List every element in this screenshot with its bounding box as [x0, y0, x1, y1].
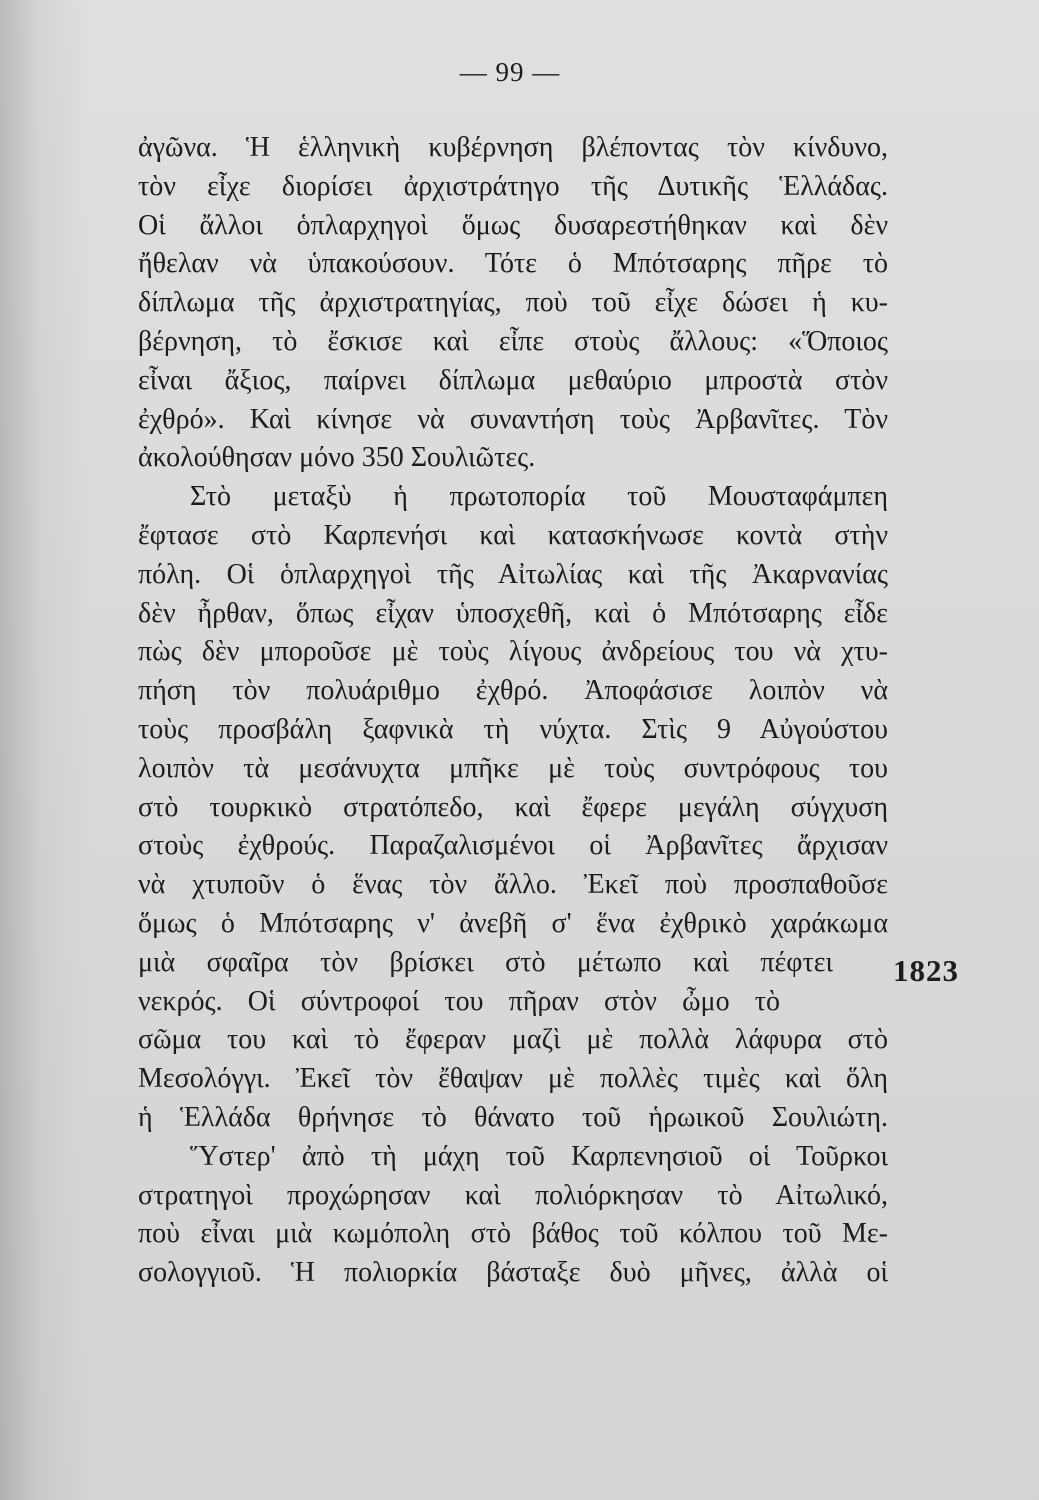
text-line: πήση τὸν πολυάριθμο ἐχθρό. Ἀποφάσισε λοιπὸν νὰ: [138, 675, 888, 707]
text-line: Οἱ ἄλλοι ὁπλαρχηγοὶ ὅμως δυσαρεστήθηκαν καὶ δὲν: [138, 209, 888, 241]
text-line: Ὕστερ' ἀπὸ τὴ μάχη τοῦ Καρπενησιοῦ οἱ Τοῦρκοι: [190, 1140, 888, 1172]
text-line: ἀκολούθησαν μόνο 350 Σουλιῶτες.: [138, 442, 536, 474]
text-line: ὅμως ὁ Μπότσαρης ν' ἀνεβῆ σ' ἕνα ἐχθρικὸ χαράκωμα: [138, 907, 888, 939]
page-number: — 99 —: [459, 57, 561, 87]
text-line: ποὺ εἶναι μιὰ κωμόπολη στὸ βάθος τοῦ κόλπου τοῦ Με-: [138, 1218, 888, 1250]
text-line: σῶμα του καὶ τὸ ἔφεραν μαζὶ μὲ πολλὰ λάφυρα στὸ: [138, 1024, 888, 1056]
text-line: στρατηγοὶ προχώρησαν καὶ πολιόρκησαν τὸ Αἰτωλικό,: [138, 1179, 888, 1211]
text-line: μιὰ σφαῖρα τὸν βρίσκει στὸ μέτωπο καὶ πέφτει: [138, 946, 833, 978]
text-line: δὲν ἦρθαν, ὅπως εἶχαν ὑποσχεθῆ, καὶ ὁ Μπότσαρης εἶδε: [138, 597, 888, 629]
text-line: εἶναι ἄξιος, παίρνει δίπλωμα μεθαύριο μπροστὰ στὸν: [138, 364, 888, 396]
text-line: ἀγῶνα. Ἡ ἑλληνικὴ κυβέρνηση βλέποντας τὸν κίνδυνο,: [138, 132, 888, 163]
text-line: βέρνηση, τὸ ἔσκισε καὶ εἶπε στοὺς ἄλλους: «Ὅποιος: [138, 325, 888, 357]
text-line: πὼς δὲν μποροῦσε μὲ τοὺς λίγους ἀνδρείους του νὰ χτυ-: [138, 636, 888, 668]
text-line: πόλη. Οἱ ὁπλαρχηγοὶ τῆς Αἰτωλίας καὶ τῆς Ἀκαρνανίας: [138, 558, 888, 590]
text-line: ἔφτασε στὸ Καρπενήσι καὶ κατασκήνωσε κοντὰ στὴν: [138, 519, 888, 551]
text-line: σολογγιοῦ. Ἡ πολιορκία βάσταξε δυὸ μῆνες, ἀλλὰ οἱ: [138, 1257, 888, 1289]
text-line: ἡ Ἑλλάδα θρήνησε τὸ θάνατο τοῦ ἡρωικοῦ Σουλιώτη.: [138, 1101, 888, 1133]
text-line: τοὺς προσβάλη ξαφνικὰ τὴ νύχτα. Στὶς 9 Αὐγούστου: [138, 713, 888, 745]
text-line: στοὺς ἐχθρούς. Παραζαλισμένοι οἱ Ἀρβανῖτες ἄρχισαν: [138, 830, 888, 862]
text-line: Μεσολόγγι. Ἐκεῖ τὸν ἔθαψαν μὲ πολλὲς τιμὲς καὶ ὅλη: [138, 1063, 888, 1095]
text-line: λοιπὸν τὰ μεσάνυχτα μπῆκε μὲ τοὺς συντρόφους του: [138, 752, 888, 784]
body-text: [138, 129, 888, 1293]
text-line: Στὸ μεταξὺ ἡ πρωτοπορία τοῦ Μουσταφάμπεη: [190, 481, 888, 513]
text-line: νὰ χτυποῦν ὁ ἕνας τὸν ἄλλο. Ἐκεῖ ποὺ προσπαθοῦσε: [138, 869, 888, 901]
text-line: τὸν εἶχε διορίσει ἀρχιστράτηγο τῆς Δυτικῆς Ἑλλάδας.: [138, 170, 888, 202]
text-line: ἐχθρό». Καὶ κίνησε νὰ συναντήση τοὺς Ἀρβανῖτες. Τὸν: [138, 403, 888, 435]
text-line: στὸ τουρκικὸ στρατόπεδο, καὶ ἔφερε μεγάλη σύγχυση: [138, 791, 888, 823]
text-line: δίπλωμα τῆς ἀρχιστρατηγίας, ποὺ τοῦ εἶχε δώσει ἡ κυ-: [138, 287, 888, 319]
text-line: νεκρός. Οἱ σύντροφοί του πῆραν στὸν ὦμο τὸ: [138, 985, 780, 1017]
margin-note-year: 1823: [893, 953, 959, 988]
text-line: ἤθελαν νὰ ὑπακούσουν. Τότε ὁ Μπότσαρης πῆρε τὸ: [138, 248, 888, 280]
